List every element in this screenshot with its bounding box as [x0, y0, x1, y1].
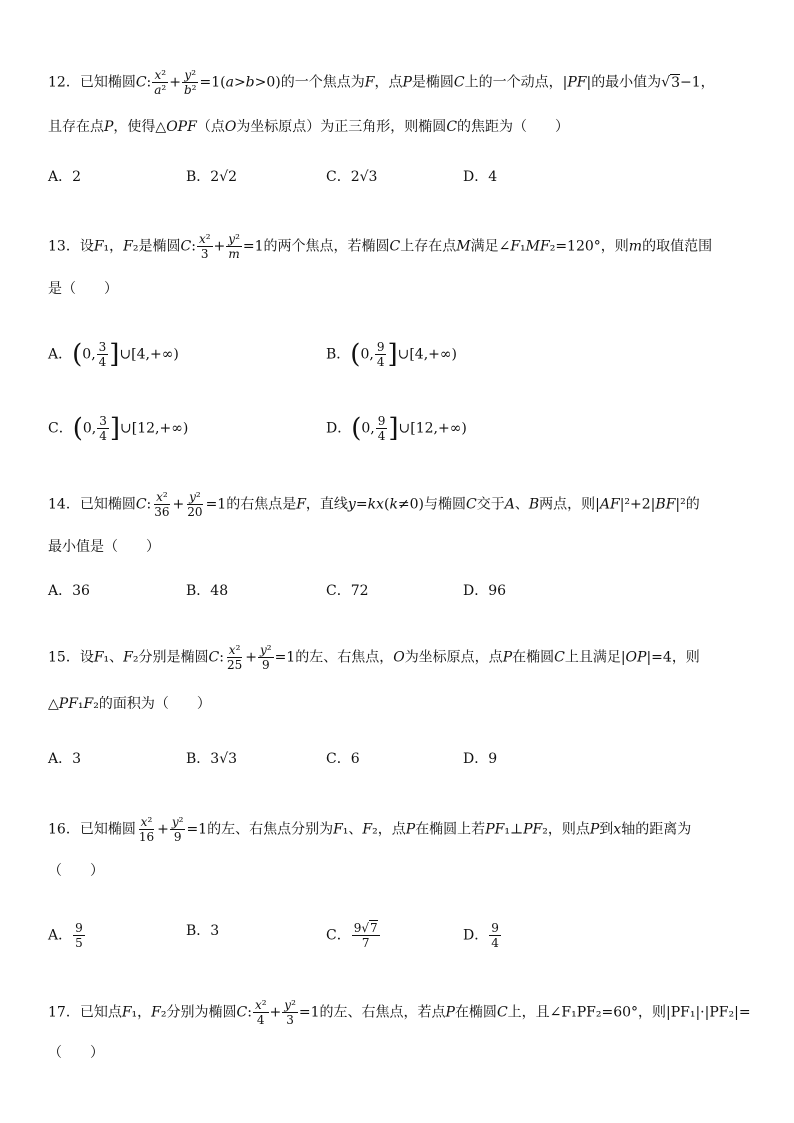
q16-text: ，则点 — [547, 821, 590, 838]
q13-text: 的两个焦点，若椭圆 — [263, 238, 390, 255]
q16-text: 到 — [599, 821, 614, 838]
q13-text: 上存在点 — [400, 238, 457, 255]
q16-line1: 16．已知椭圆 $\frac{\text{x²}}{16}$ + $\frac{\text{y²}}{9}$ =1的左、右焦点分别为F₁、F₂，点P在椭圆上若PF₁⊥PF₂，则点P到x轴的距离为 — [48, 815, 692, 844]
q13-option-d[interactable]: D．(0, $\frac{9}{4}$ ]∪[12,+∞) — [326, 413, 467, 444]
q15-number: 15． — [48, 649, 80, 666]
q16-text: ，点 — [377, 821, 406, 838]
q15-text: 在椭圆 — [512, 649, 555, 666]
q13-text: ，则 — [600, 238, 629, 255]
q17-text: 上，且∠F₁PF₂=60°，则|PF₁|·|PF₂|= — [507, 1004, 751, 1021]
q15-option-c[interactable]: C．6 — [326, 751, 360, 767]
q16-option-a[interactable] — [48, 921, 86, 950]
q15-option-b[interactable]: B．3√3 — [186, 751, 238, 767]
q15-line1: 15．设F₁、F₂分别是椭圆C: $\frac{\text{x²}}{25}$ + $\frac{\text{y²}}{9}$ =1的左、右焦点，O为坐标原点，点P在椭圆C上且满足|OP|=4，则 — [48, 643, 700, 672]
q17-number: 17． — [48, 1004, 80, 1021]
q13-text: 是椭圆 — [138, 238, 181, 255]
fraction: $\frac{\text{x²}}{4}$ — [254, 998, 267, 1027]
q12-text: 为坐标原点）为正三角形，则椭圆 — [236, 119, 447, 135]
q14-option-d[interactable]: D．96 — [463, 583, 507, 599]
q13-text: ， — [109, 238, 124, 255]
q14-option-a[interactable]: A．36 — [48, 583, 90, 599]
q16-number: 16． — [48, 821, 80, 838]
q14-text: 与椭圆 — [424, 496, 467, 513]
q15-option-d[interactable]: D．9 — [463, 751, 498, 767]
q16-line2: （ ） — [48, 863, 104, 879]
q14-text: 交于 — [476, 496, 505, 513]
q12-option-c[interactable]: C．2√3 — [326, 169, 378, 185]
q12-option-b[interactable]: B．2√2 — [186, 169, 238, 185]
q12-text: 且存在点 — [48, 119, 104, 135]
fraction: $\frac{9}{4}$ — [376, 340, 385, 369]
option-label: A． — [48, 346, 73, 363]
q15-text: 分别是椭圆 — [138, 649, 209, 666]
fraction: $\frac{\text{x²}}{25}$ — [226, 643, 243, 672]
q13-line1: 13．设F₁，F₂是椭圆C: $\frac{\text{x²}}{3}$ + $\frac{\text{y²}}{m}$ =1的两个焦点，若椭圆C上存在点M满足∠F₁MF₂=120°，则m的取值范围 — [48, 232, 713, 261]
q14-text: ，直线 — [305, 496, 348, 513]
fraction: $\frac{9}{5}$ — [75, 921, 83, 950]
q16-option-d[interactable] — [463, 921, 502, 950]
q14-text: 两点，则 — [539, 496, 596, 513]
q12-text: 的最小值为 — [591, 74, 662, 91]
q12-text: 是椭圆 — [411, 74, 454, 91]
q16-option-b[interactable]: B．3 — [186, 923, 220, 939]
q17-text: 的左、右焦点，若点 — [319, 1004, 446, 1021]
q16-option-c[interactable] — [326, 921, 381, 950]
q14-option-b[interactable]: B．48 — [186, 583, 229, 599]
q13-option-b[interactable]: B．(0, $\frac{9}{4}$ ]∪[4,+∞) — [326, 339, 458, 370]
fraction: $\frac{\text{x²}}{16}$ — [138, 815, 155, 844]
q15-text: 的左、右焦点， — [295, 649, 394, 666]
fraction: $\frac{\text{y²}}{20}$ — [187, 490, 203, 519]
fraction: $\frac{\text{y²}}{3}$ — [284, 998, 296, 1027]
fraction: $\frac{\text{y²}}{9}$ — [259, 643, 272, 672]
q17-text: 分别为椭圆 — [166, 1004, 237, 1021]
fraction: $\frac{9}{4}$ — [491, 921, 499, 950]
q12-text: （点 — [196, 119, 225, 135]
q12-number: 12． — [48, 74, 80, 91]
fraction: $\frac{\text{x²}}{36}$ — [154, 490, 170, 519]
q14-line2: 最小值是（ ） — [48, 539, 160, 555]
q15-line2: △PF₁F₂的面积为（ ） — [48, 696, 211, 712]
q14-text: 的 — [685, 496, 700, 513]
option-label: A． — [48, 927, 73, 944]
q17-line2: （ ） — [48, 1045, 104, 1061]
fraction: $\frac{\text{y²}}{m}$ — [228, 232, 240, 261]
q12-line1: 12．已知椭圆C: $\frac{\text{x²}}{\text{a²}}$ + $\frac{\text{y²}}{\text{b²}}$ =1(a>b>0)的一个焦点为F，点P是椭圆C上的一个动点，|PF|的最小值为√3−1， — [48, 68, 715, 97]
q17-text: 已知点 — [79, 1004, 122, 1021]
q14-number: 14． — [48, 496, 80, 513]
q14-text: 已知椭圆 — [79, 496, 136, 513]
q12-text: 的焦距为（ ） — [457, 119, 570, 135]
fraction: $\frac{3}{4}$ — [99, 414, 107, 443]
q12-option-a[interactable]: A．2 — [48, 169, 82, 185]
q14-option-c[interactable]: C．72 — [326, 583, 369, 599]
q17-text: 在椭圆 — [454, 1004, 497, 1021]
option-label: B． — [326, 346, 351, 363]
fraction: $\frac{\text{x²}}{3}$ — [198, 232, 211, 261]
fraction: $\frac{9}{4}$ — [377, 414, 386, 443]
q13-text: 设 — [79, 238, 94, 255]
option-label: D． — [463, 927, 489, 944]
q13-option-a[interactable]: A．(0, $\frac{3}{4}$ ]∪[4,+∞) — [48, 339, 179, 370]
q15-option-a[interactable]: A．3 — [48, 751, 82, 767]
q15-text: 、 — [109, 649, 124, 666]
q13-text: 满足 — [470, 238, 499, 255]
q16-text: 已知椭圆 — [79, 821, 136, 838]
q15-text: 上且满足 — [564, 649, 621, 666]
q13-option-c[interactable]: C．(0, $\frac{3}{4}$ ]∪[12,+∞) — [48, 413, 189, 444]
q15-text: 的面积为（ ） — [98, 696, 211, 712]
q12-text: 已知椭圆 — [79, 74, 136, 91]
fraction: $\frac{\text{y²}}{\text{b²}}$ — [183, 68, 197, 97]
option-label: C． — [48, 420, 73, 437]
q16-text: 轴的距离为 — [621, 821, 692, 838]
q12-text: 上的一个动点， — [464, 74, 563, 91]
q12-text: ，使得 — [113, 119, 156, 135]
option-label: D． — [326, 420, 352, 437]
q12-text: 的一个焦点为 — [280, 74, 365, 91]
q13-number: 13． — [48, 238, 80, 255]
fraction: $\frac{3}{4}$ — [98, 340, 107, 369]
option-label: C． — [326, 927, 351, 944]
q15-text: 为坐标原点，点 — [404, 649, 503, 666]
q14-text: 的右焦点是 — [226, 496, 297, 513]
q15-text: ，则 — [671, 649, 700, 666]
fraction: $\frac{\text{x²}}{\text{a²}}$ — [154, 68, 167, 97]
q12-option-d[interactable]: D．4 — [463, 169, 498, 185]
fraction: $\frac{9√7}{7}$ — [353, 921, 378, 950]
q17-line1: 17．已知点F₁，F₂分别为椭圆C: $\frac{\text{x²}}{4}$ + $\frac{\text{y²}}{3}$ =1的左、右焦点，若点P在椭圆C上，且∠F₁PF₂=60°，则|PF₁|·|PF₂|= — [48, 998, 751, 1027]
q13-line2: 是（ ） — [48, 281, 118, 297]
q16-text: 在椭圆上若 — [415, 821, 486, 838]
q15-text: 设 — [79, 649, 94, 666]
q16-text: 的左、右焦点分别为 — [207, 821, 334, 838]
q13-text: 的取值范围 — [642, 238, 713, 255]
fraction: $\frac{\text{y²}}{9}$ — [171, 815, 184, 844]
q12-text: ，点 — [374, 74, 403, 91]
q12-line2: 且存在点P，使得△OPF（点O为坐标原点）为正三角形，则椭圆C的焦距为（ ） — [48, 119, 570, 135]
q14-line1: 14．已知椭圆C: $\frac{\text{x²}}{36}$ + $\frac{\text{y²}}{20}$ =1的右焦点是F，直线y=kx(k≠0)与椭圆C交于A、B两点，则|AF|²+2|BF|²的 — [48, 490, 700, 519]
